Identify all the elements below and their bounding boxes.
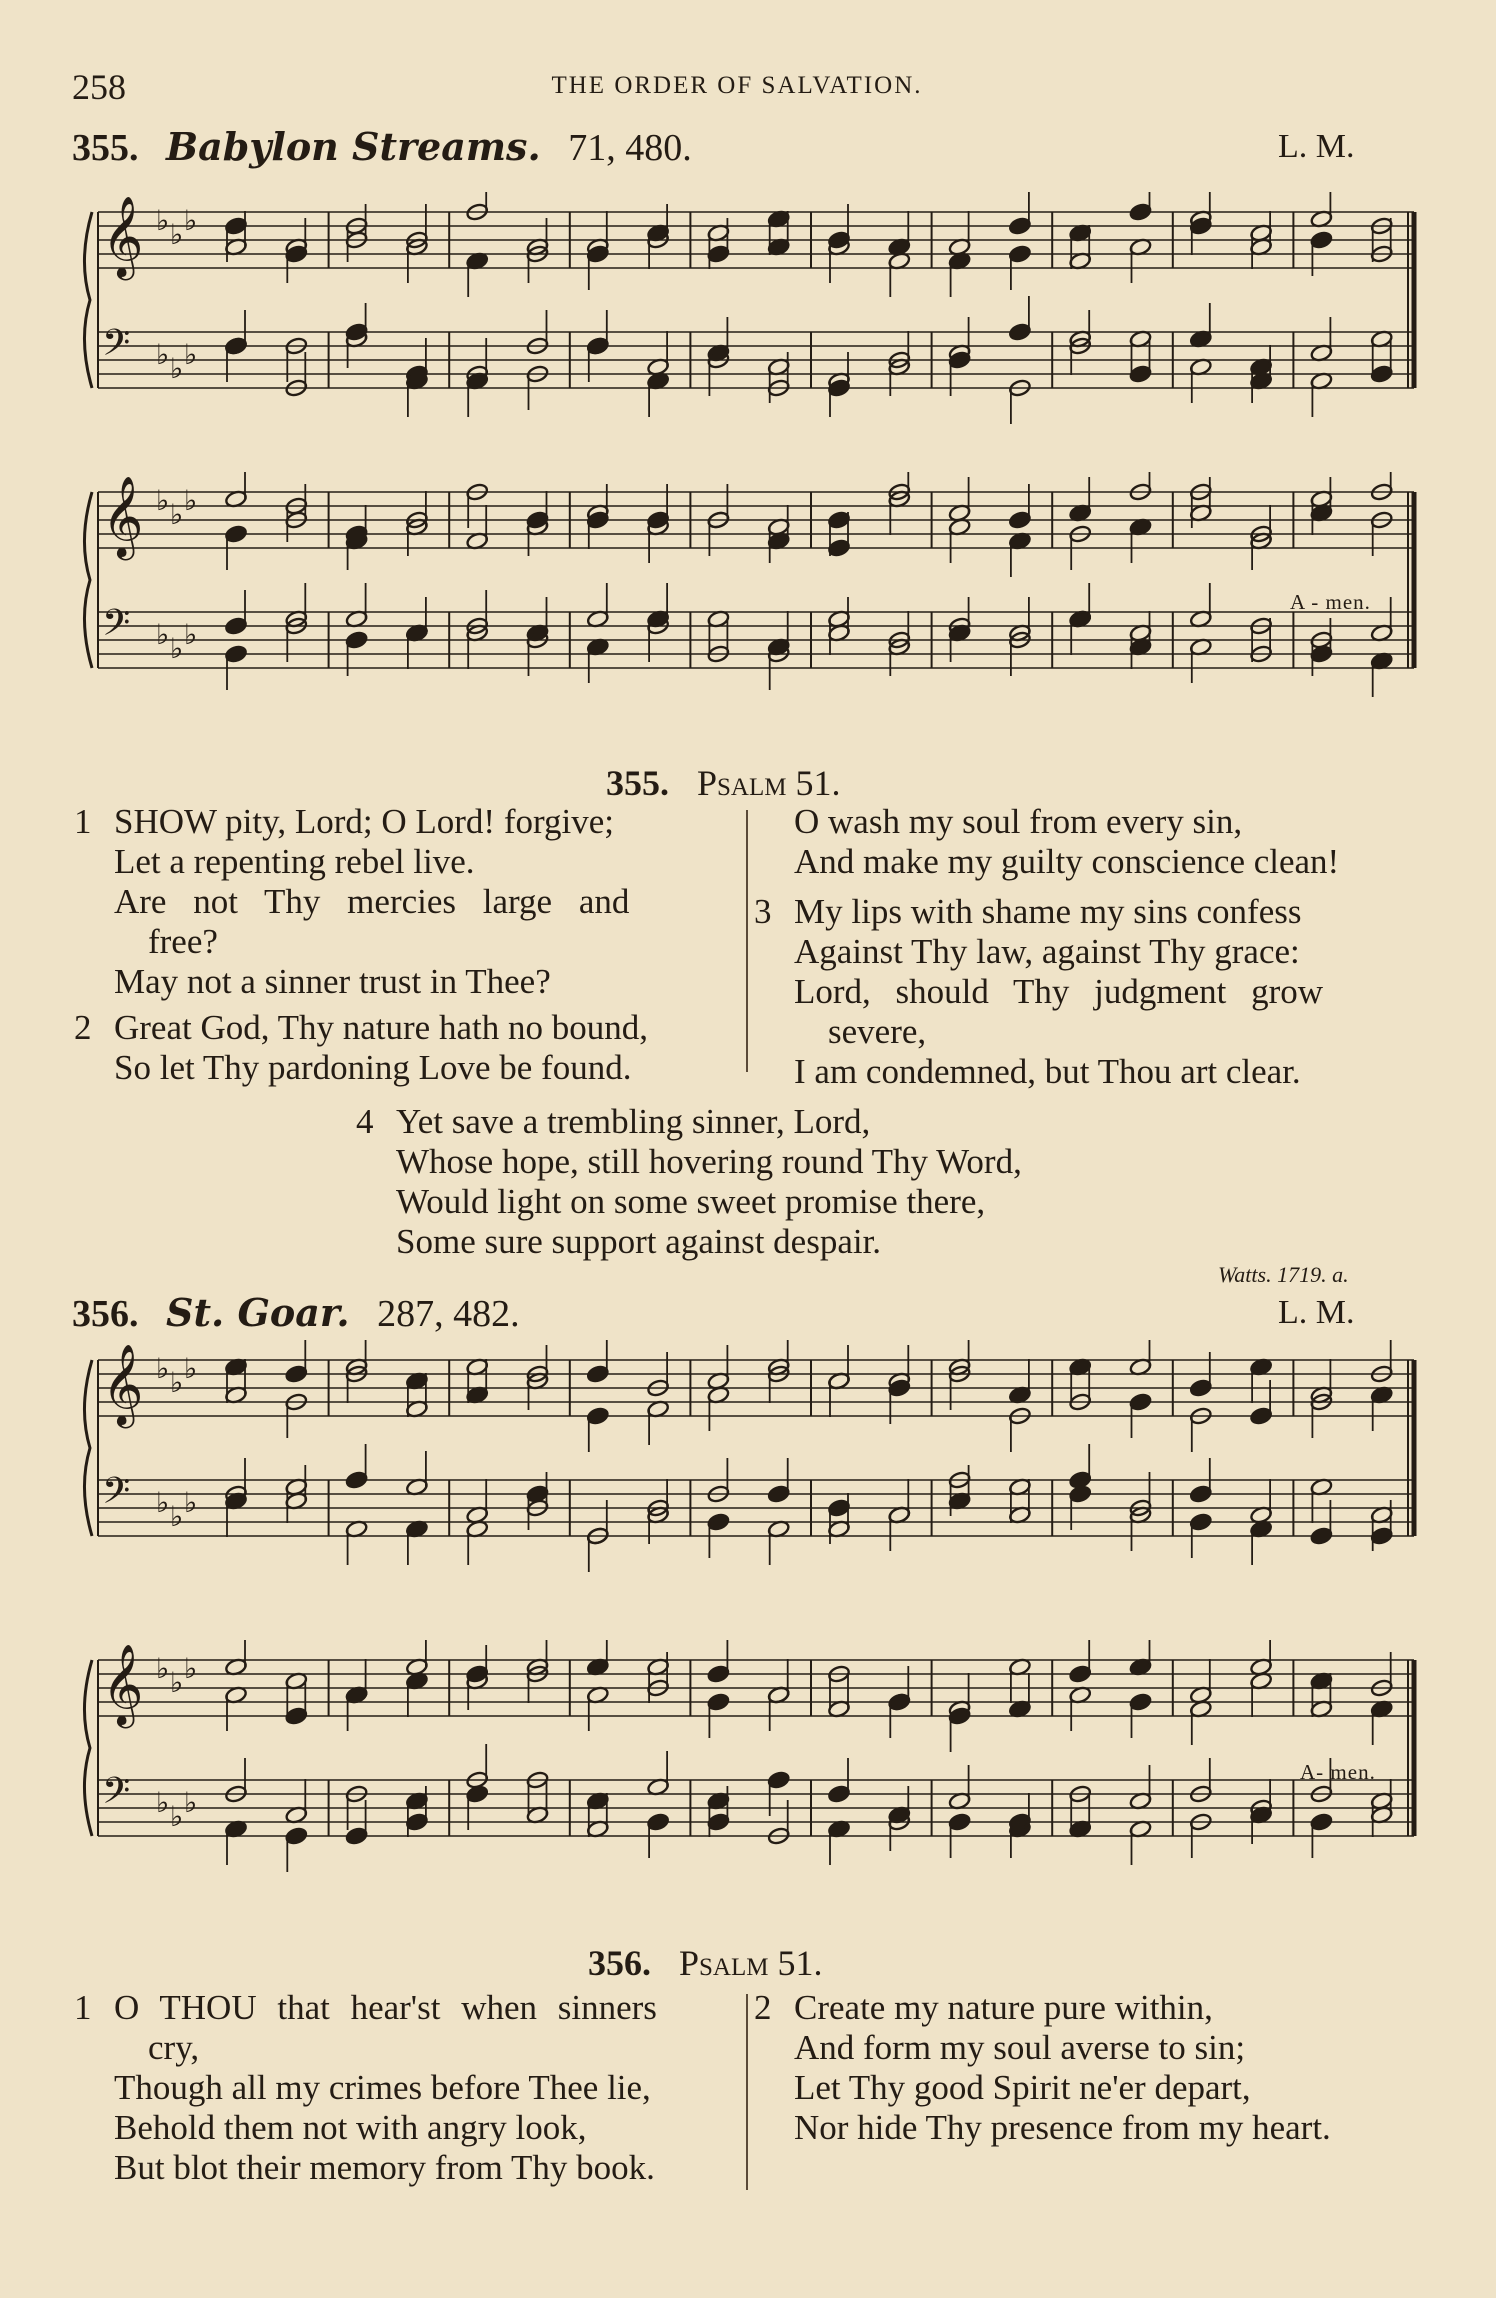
- svg-text:𝄞: 𝄞: [102, 475, 144, 557]
- stanza-4: [356, 1102, 1196, 1262]
- verse-line: SHOW pity, Lord; O Lord! forgive;: [114, 802, 614, 841]
- verse-line: Some sure support against despair.: [396, 1222, 882, 1261]
- svg-text:𝄢: 𝄢: [102, 322, 131, 373]
- stanza-number: 2: [754, 1988, 772, 2027]
- verse-line: My lips with shame my sins confess: [794, 892, 1302, 931]
- verse-line: Against Thy law, against Thy grace:: [794, 932, 1300, 971]
- tune-refs: 287, 482.: [377, 1293, 520, 1335]
- svg-text:♭: ♭: [156, 484, 170, 517]
- verse-line: Nor hide Thy presence from my heart.: [794, 2108, 1331, 2147]
- verse-line: O wash my soul from every sin,: [794, 802, 1243, 841]
- hymn-356-left-column: [74, 1988, 732, 2194]
- svg-text:♭: ♭: [156, 618, 170, 651]
- svg-text:♭: ♭: [170, 632, 184, 665]
- svg-text:♭: ♭: [170, 1366, 184, 1399]
- svg-text:♭: ♭: [156, 1652, 170, 1685]
- column-divider: [746, 1994, 748, 2190]
- svg-text:𝄞: 𝄞: [102, 1343, 144, 1425]
- svg-text:𝄢: 𝄢: [102, 1470, 131, 1521]
- svg-text:♭: ♭: [170, 1800, 184, 1833]
- psalm-reference: Psalm 51.: [697, 763, 841, 803]
- column-divider: [746, 810, 748, 1072]
- tune-number: 356.: [72, 1293, 139, 1335]
- verse-line: Would light on some sweet promise there,: [396, 1182, 986, 1221]
- verse-line: Let Thy good Spirit ne'er depart,: [794, 2068, 1251, 2107]
- tune-name: St. Goar.: [166, 1290, 350, 1335]
- stanza-1: [74, 802, 732, 1002]
- svg-text:♭: ♭: [156, 1352, 170, 1385]
- stanza-number: 1: [74, 802, 92, 841]
- stanza-2: [754, 1988, 1414, 2148]
- verse-line: Are not Thy mercies large and: [114, 882, 630, 921]
- tune-356-heading: [72, 1290, 520, 1336]
- page-number: 258: [72, 67, 126, 107]
- tune-356-score-system-1: [80, 1340, 1420, 1600]
- svg-text:𝄢: 𝄢: [102, 602, 131, 653]
- svg-text:♭: ♭: [184, 338, 198, 371]
- tune-number: 355.: [72, 127, 139, 169]
- tune-356-score-system-2: [80, 1640, 1420, 1930]
- verse-line: Whose hope, still hovering round Thy Word,: [396, 1142, 1022, 1181]
- stanza-1: [74, 1988, 732, 2188]
- svg-text:♭: ♭: [184, 1486, 198, 1519]
- tune-355-meter: L. M.: [1278, 128, 1355, 165]
- tune-refs: 71, 480.: [568, 127, 692, 169]
- svg-text:♭: ♭: [184, 1652, 198, 1685]
- stanza-3: [754, 892, 1414, 1092]
- verse-line: Yet save a trembling sinner, Lord,: [396, 1102, 871, 1141]
- svg-text:♭: ♭: [184, 204, 198, 237]
- running-title: THE ORDER OF SALVATION.: [551, 72, 923, 99]
- verse-line: May not a sinner trust in Thee?: [114, 962, 551, 1001]
- stanza-number: 4: [356, 1102, 374, 1141]
- svg-text:𝄞: 𝄞: [102, 1643, 144, 1725]
- svg-text:𝄞: 𝄞: [102, 195, 144, 277]
- svg-text:𝄢: 𝄢: [102, 1770, 131, 1821]
- stanza-number: 3: [754, 892, 772, 931]
- hymn-356-heading: [588, 1942, 822, 1984]
- verse-line: And form my soul averse to sin;: [794, 2028, 1246, 2067]
- svg-text:♭: ♭: [170, 1500, 184, 1533]
- stanza-number: 2: [74, 1008, 92, 1047]
- svg-text:♭: ♭: [156, 1786, 170, 1819]
- stanza-2-continued: [794, 802, 1414, 882]
- verse-line: Create my nature pure within,: [794, 1988, 1213, 2027]
- tune-355-score-system-2: [80, 472, 1420, 742]
- verse-line: Lord, should Thy judgment grow: [794, 972, 1324, 1011]
- svg-text:♭: ♭: [184, 1786, 198, 1819]
- verse-line: O THOU that hear'st when sinners: [114, 1988, 657, 2027]
- running-header: [72, 66, 1402, 106]
- svg-text:♭: ♭: [156, 1486, 170, 1519]
- svg-text:♭: ♭: [156, 204, 170, 237]
- tune-name: Babylon Streams.: [166, 124, 541, 169]
- stanza-number: 1: [74, 1988, 92, 2027]
- hymn-355-right-column: [754, 802, 1414, 1098]
- verse-line: severe,: [828, 1012, 927, 1051]
- psalm-reference: Psalm 51.: [679, 1943, 823, 1983]
- verse-line: I am condemned, but Thou art clear.: [794, 1052, 1301, 1091]
- verse-line: Great God, Thy nature hath no bound,: [114, 1008, 648, 1047]
- amen-label-355: A - men.: [1290, 590, 1371, 614]
- tune-356-meter: L. M.: [1278, 1294, 1355, 1331]
- svg-text:♭: ♭: [170, 1666, 184, 1699]
- hymn-number: 355.: [606, 763, 669, 803]
- verse-line: Though all my crimes before Thee lie,: [114, 2068, 651, 2107]
- verse-line: Let a repenting rebel live.: [114, 842, 475, 881]
- amen-label-356: A- men.: [1300, 1760, 1376, 1784]
- svg-text:♭: ♭: [156, 338, 170, 371]
- verse-line: free?: [148, 922, 218, 961]
- svg-text:♭: ♭: [184, 618, 198, 651]
- verse-line: But blot their memory from Thy book.: [114, 2148, 655, 2187]
- svg-text:♭: ♭: [184, 1352, 198, 1385]
- verse-line: Behold them not with angry look,: [114, 2108, 587, 2147]
- hymn-355-stanza-4-block: [356, 1102, 1196, 1268]
- hymn-355-heading: [606, 762, 840, 804]
- hymn-number: 356.: [588, 1943, 651, 1983]
- verse-line: cry,: [148, 2028, 200, 2067]
- hymn-356-right-column: [754, 1988, 1414, 2154]
- stanza-2: [74, 1008, 732, 1088]
- tune-355-score-system-1: [80, 192, 1420, 452]
- svg-text:♭: ♭: [184, 484, 198, 517]
- svg-text:♭: ♭: [170, 498, 184, 531]
- hymn-355-attribution: Watts. 1719. a.: [1218, 1262, 1349, 1287]
- hymn-355-left-column: [74, 802, 732, 1094]
- verse-line: So let Thy pardoning Love be found.: [114, 1048, 632, 1087]
- tune-355-heading: [72, 124, 692, 170]
- svg-text:♭: ♭: [170, 352, 184, 385]
- svg-text:♭: ♭: [170, 218, 184, 251]
- verse-line: And make my guilty conscience clean!: [794, 842, 1340, 881]
